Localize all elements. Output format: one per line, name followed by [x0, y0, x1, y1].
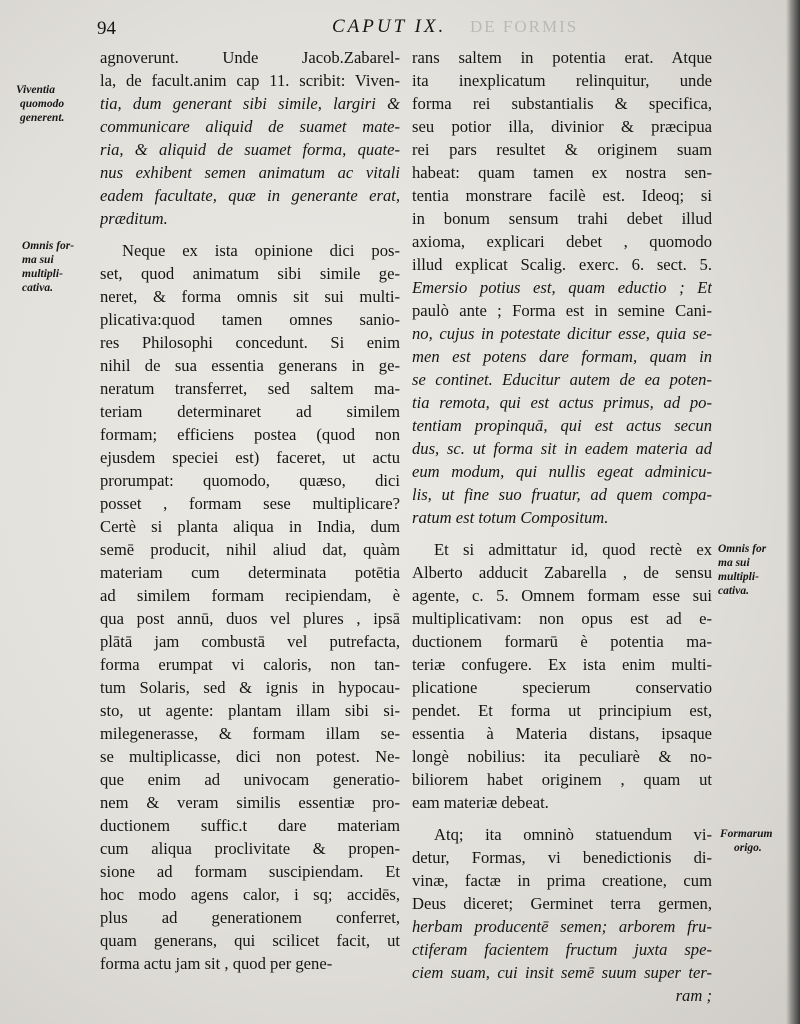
running-head: CAPUT IX. — [332, 16, 447, 37]
margin-note-line: Viventia — [16, 84, 55, 96]
text-line: agnoverunt. Unde Jacob.Zabarel- — [100, 48, 400, 67]
left-text-column — [100, 46, 400, 975]
text-line: semē producit, nihil aliud dat, quàm — [100, 540, 400, 559]
text-line: hoc modo agens calor, i sq; accidēs, — [100, 885, 400, 904]
text-line: paulò ante ; Forma est in semine Cani- — [412, 301, 712, 320]
margin-note-line: ma sui — [22, 254, 54, 266]
text-line: Atq; ita omninò statuendum vi- — [434, 825, 712, 844]
text-line: ram ; — [675, 986, 712, 1005]
margin-note-formarum-origo — [720, 827, 772, 855]
text-line: biliorem habet originem , quam ut — [412, 770, 712, 789]
margin-note-omnis-forma-right — [718, 542, 766, 598]
margin-note-line: multipli- — [718, 571, 759, 583]
text-line: formam; efficiens postea (quod non — [100, 425, 400, 444]
text-line: materiam cum determinata potētia — [100, 563, 400, 582]
text-line: tentia monstrare facilè est. Ideoq; si — [412, 186, 712, 205]
text-line: Neque ex ista opinione dici pos- — [122, 241, 400, 260]
text-line: multiplicativam: non opus est ad e- — [412, 609, 712, 628]
margin-note-line: multipli- — [22, 268, 63, 280]
text-line: lis, ut fine suo fruatur, ad quem compa- — [412, 485, 712, 504]
text-line: Et si admittatur id, quod rectè ex — [434, 540, 712, 559]
margin-note-omnis-forma-left — [22, 239, 74, 295]
paragraph-gap — [412, 529, 712, 538]
text-line: sto, ut agente: plantam illam sibi si- — [100, 701, 400, 720]
text-line: forma actu jam sit , quod per gene- — [100, 954, 333, 973]
text-line: nihil de sua essentia generans in ge- — [100, 356, 400, 375]
margin-note-line: quomodo — [20, 98, 65, 110]
text-line: se multiplicasse, dici non potest. Ne- — [100, 747, 400, 766]
text-line: ductionem formarū è potentia ma- — [412, 632, 712, 651]
text-line: que enim ad univocam generatio- — [100, 770, 400, 789]
text-line: neratum transferret, sed saltem ma- — [100, 379, 400, 398]
text-line: Alberto adducit Zabarella , de sensu — [412, 563, 712, 582]
right-text-column — [412, 46, 712, 1007]
text-line: ad similem formam recipiendam, è — [100, 586, 400, 605]
margin-note-line: generent. — [20, 112, 65, 124]
margin-note-line: Omnis for- — [22, 240, 75, 252]
text-line: eadem facultate, quæ in generante erat, — [100, 186, 400, 205]
text-line: teriæ confugere. Ex ista enim multi- — [412, 655, 712, 674]
text-line: eam materiæ debeat. — [412, 793, 549, 812]
text-line: men est potens dare formam, quam in — [412, 347, 712, 366]
text-line: ejusdem speciei est) faceret, ut actu — [100, 448, 400, 467]
text-line: axioma, explicari debet , quomodo — [412, 232, 712, 251]
paragraph-gap — [100, 230, 400, 239]
text-line: Emersio potius est, quam eductio ; Et — [412, 278, 712, 297]
margin-note-line: ma sui — [718, 557, 750, 569]
text-line: in bonum sensum trahi debet illud — [412, 209, 712, 228]
text-line: rans saltem in potentia erat. Atque — [412, 48, 712, 67]
text-line: ctiferam facientem fructum juxta spe- — [412, 940, 712, 959]
text-line: habeat: quam tamen ex nostra sen- — [412, 163, 712, 182]
text-line: herbam producentē semen; arborem fru- — [412, 917, 712, 936]
text-line: tia remota, qui est actus primus, ad po- — [412, 393, 712, 412]
text-line: res Philosophi concedunt. Si enim — [100, 333, 400, 352]
text-line: seu potior illa, divinior & præcipua — [412, 117, 712, 136]
text-line: tum Solaris, sed & ignis in hypocau- — [100, 678, 400, 697]
text-line: forma erumpat vi caloris, non tan- — [100, 655, 400, 674]
text-line: set, quod animatum sibi simile ge- — [100, 264, 400, 283]
text-line: illud explicat Scalig. exerc. 6. sect. 5. — [412, 255, 712, 274]
text-line: plicatione specierum conservatio — [412, 678, 712, 697]
text-line: ratum est totum Compositum. — [412, 508, 609, 527]
margin-note-viventia — [16, 83, 64, 125]
text-line: la, de facult.anim cap 11. scribit: Viven- — [100, 71, 400, 90]
text-line: forma rei substantialis & specifica, — [412, 94, 712, 113]
page-spine-shadow — [786, 0, 800, 1024]
text-line: nem & veram similis essentiæ pro- — [100, 793, 400, 812]
margin-note-line: cativa. — [718, 585, 749, 597]
text-line: detur, Formas, vi benedictionis di- — [412, 848, 712, 867]
text-line: agente, c. 5. Omnem formam esse sui — [412, 586, 712, 605]
text-line: communicare aliquid de suamet mate- — [100, 117, 400, 136]
text-line: sione ad formam suscipiendam. Et — [100, 862, 400, 881]
text-line: rei pars resultet & originem suam — [412, 140, 712, 159]
text-line: nus exhibent semen animatum ac vitali — [100, 163, 400, 182]
bleed-through-text: DE FORMIS — [470, 17, 579, 36]
margin-note-line: Formarum — [720, 828, 773, 840]
text-line: no, cujus in potestate dicitur esse, quia se- — [412, 324, 712, 343]
text-line: ciem suam, cui insit semē suum super ter- — [412, 963, 712, 982]
text-line: ria, & aliquid de suamet forma, quate- — [100, 140, 400, 159]
paragraph-gap — [412, 814, 712, 823]
text-line: tentiam propinquā, qui est actus secun — [412, 416, 712, 435]
text-line: prorumpat: quomodo, quæso, dici — [100, 471, 400, 490]
text-line: eum modum, qui nullis egeat adminicu- — [412, 462, 712, 481]
text-line: Certè si planta aliqua in India, dum — [100, 517, 400, 536]
text-line: plicativa:quod tamen omnes sanio- — [100, 310, 400, 329]
page-number: 94 — [97, 18, 116, 39]
text-line: pendet. Et forma ut principium est, — [412, 701, 712, 720]
text-line: cum aliqua proclivitate & propen- — [100, 839, 400, 858]
text-line: longè nobilius: ita peculiarè & no- — [412, 747, 712, 766]
text-line: præditum. — [100, 209, 168, 228]
text-line: se continet. Educitur autem de ea poten- — [412, 370, 712, 389]
text-line: quam generans, qui scilicet facit, ut — [100, 931, 400, 950]
text-line: ductionem suffic.t dare materiam — [100, 816, 400, 835]
text-line: plātā jam combustā vel putrefacta, — [100, 632, 400, 651]
text-line: Deus diceret; Germinet terra germen, — [412, 894, 712, 913]
text-line: essentia à Materia distans, ipsaque — [412, 724, 712, 743]
text-line: qua post annū, duos vel plures , ipsā — [100, 609, 400, 628]
text-line: posset , formam sese multiplicare? — [100, 494, 400, 513]
text-line: tia, dum generant sibi simile, largiri & — [100, 94, 400, 113]
margin-note-line: origo. — [734, 842, 762, 854]
text-line: plus ad generationem conferret, — [100, 908, 400, 927]
margin-note-line: Omnis for — [718, 543, 767, 555]
text-line: vinæ, factæ in prima creatione, cum — [412, 871, 712, 890]
text-line: neret, & forma omnis sit sui multi- — [100, 287, 400, 306]
margin-note-line: cativa. — [22, 282, 53, 294]
text-line: ita inexplicatum relinquitur, unde — [412, 71, 712, 90]
text-line: teriam determinaret ad similem — [100, 402, 400, 421]
text-line: milegenerasse, & formam illam se- — [100, 724, 400, 743]
text-line: dus, sc. ut forma sit in eadem materia ad — [412, 439, 712, 458]
